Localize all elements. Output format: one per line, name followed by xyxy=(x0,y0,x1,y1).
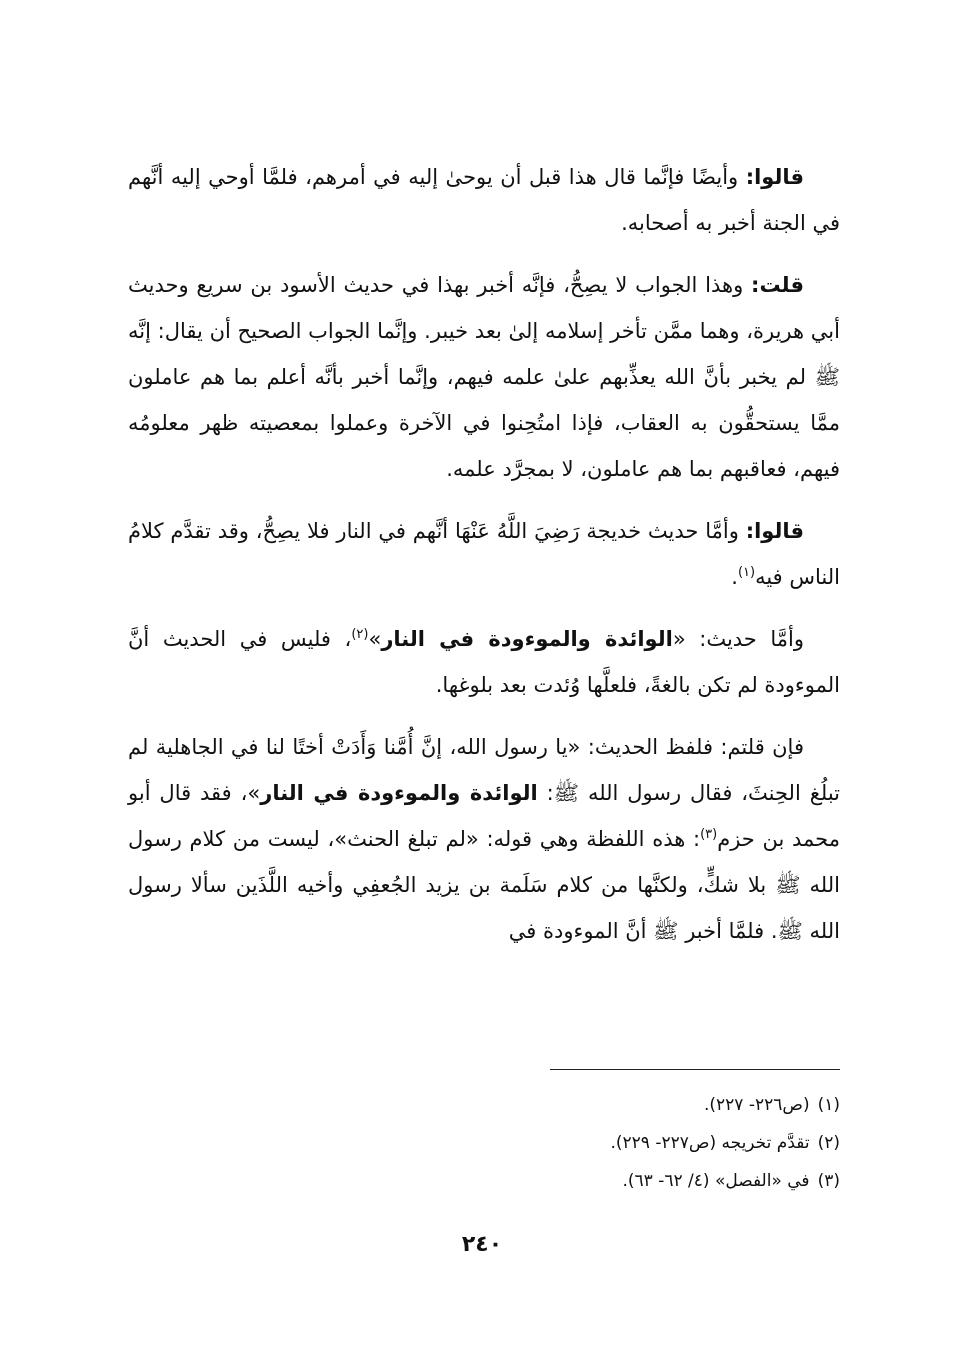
hadith-quote: الوائدة والموءودة في النار xyxy=(381,627,673,651)
paragraph-2 xyxy=(128,262,840,492)
paragraph-4 xyxy=(128,616,840,708)
paragraph-text: وأمَّا حديث: « xyxy=(672,627,805,651)
paragraph-lead: قلت: xyxy=(751,273,804,297)
main-text xyxy=(128,154,840,968)
paragraph-text-mid: »، فقد قال أبو محمد بن حزم xyxy=(128,781,840,851)
footnote-text: تقدَّم تخريجه (ص٢٢٧- ٢٢٩). xyxy=(610,1133,810,1153)
footnote-2 xyxy=(300,1124,840,1162)
paragraph-5 xyxy=(128,724,840,954)
footnote-ref-2[interactable]: (٢) xyxy=(351,627,369,642)
paragraph-text: فإن قلتم: فلفظ الحديث: «يا رسول الله، إنَّ أُمَّنا وَأَدَتْ أختًا لنا في الجاهلية لم تبلُغ الحِنثَ، فقال رسول الله ﷺ: xyxy=(128,735,841,805)
paragraph-text-end: . xyxy=(731,565,738,589)
paragraph-text: وهذا الجواب لا يصِحُّ، فإنَّه أخبر بهذا في حديث الأسود بن سريع وحديث أبي هريرة، وهما ممَّن تأخر إسلامه إلىٰ بعد خيبر. وإنَّما الجواب الصحيح أن يقال: إنَّه ﷺ لم يخبر بأنَّ الله يعذِّبهم علىٰ علمه فيهم، وإنَّما أخبر بأنَّه أعلم بما هم عاملون ممَّا يستحقُّون به العقاب، فإذا امتُحِنوا في الآخرة وعملوا بمعصيته ظهر معلومُه فيهم، فعاقبهم بما هم عاملون، لا بمجرَّد علمه. xyxy=(128,273,840,481)
footnote-number: (٢) xyxy=(817,1133,840,1153)
footnotes xyxy=(300,1086,840,1200)
footnote-number: (١) xyxy=(817,1095,840,1115)
paragraph-lead: قالوا: xyxy=(745,165,804,189)
paragraph-text: وأيضًا فإنَّما قال هذا قبل أن يوحىٰ إليه في أمرهم، فلمَّا أوحي إليه أنَّهم في الجنة أخبر به أصحابه. xyxy=(128,165,840,235)
paragraph-text-end: ، فليس في الحديث أنَّ الموءودة لم تكن بالغةً، فلعلَّها وُئدت بعد بلوغها. xyxy=(128,627,840,697)
footnote-1 xyxy=(300,1086,840,1124)
footnote-ref-3[interactable]: (٣) xyxy=(700,827,718,842)
footnote-text: (ص٢٢٦- ٢٢٧). xyxy=(703,1095,810,1115)
footnote-3 xyxy=(300,1162,840,1200)
footnote-number: (٣) xyxy=(817,1171,840,1191)
footnote-ref-1[interactable]: (١) xyxy=(737,565,756,580)
page-number: ٢٤٠ xyxy=(461,1232,503,1257)
paragraph-3 xyxy=(128,508,840,600)
footnote-divider xyxy=(550,1069,840,1070)
paragraph-lead: قالوا: xyxy=(745,519,804,543)
paragraph-text-end: : هذه اللفظة وهي قوله: «لم تبلغ الحنث»، ليست من كلام رسول الله ﷺ بلا شكٍّ، ولكنَّها من كلام سَلَمة بن يزيد الجُعفِي وأخيه اللَّذَين سألا رسول الله ﷺ. فلمَّا أخبر ﷺ أنَّ الموءودة في xyxy=(128,827,840,943)
hadith-quote: الوائدة والموءودة في النار xyxy=(260,781,538,805)
paragraph-1 xyxy=(128,154,840,246)
footnote-text: في «الفصل» (٤/ ٦٢- ٦٣). xyxy=(622,1171,810,1191)
paragraph-text-mid: » xyxy=(368,627,382,651)
paragraph-text: وأمَّا حديث خديجة رَضِيَ اللَّهُ عَنْهَا أنَّهم في النار فلا يصِحُّ، وقد تقدَّم كلامُ الناس فيه xyxy=(128,519,840,589)
